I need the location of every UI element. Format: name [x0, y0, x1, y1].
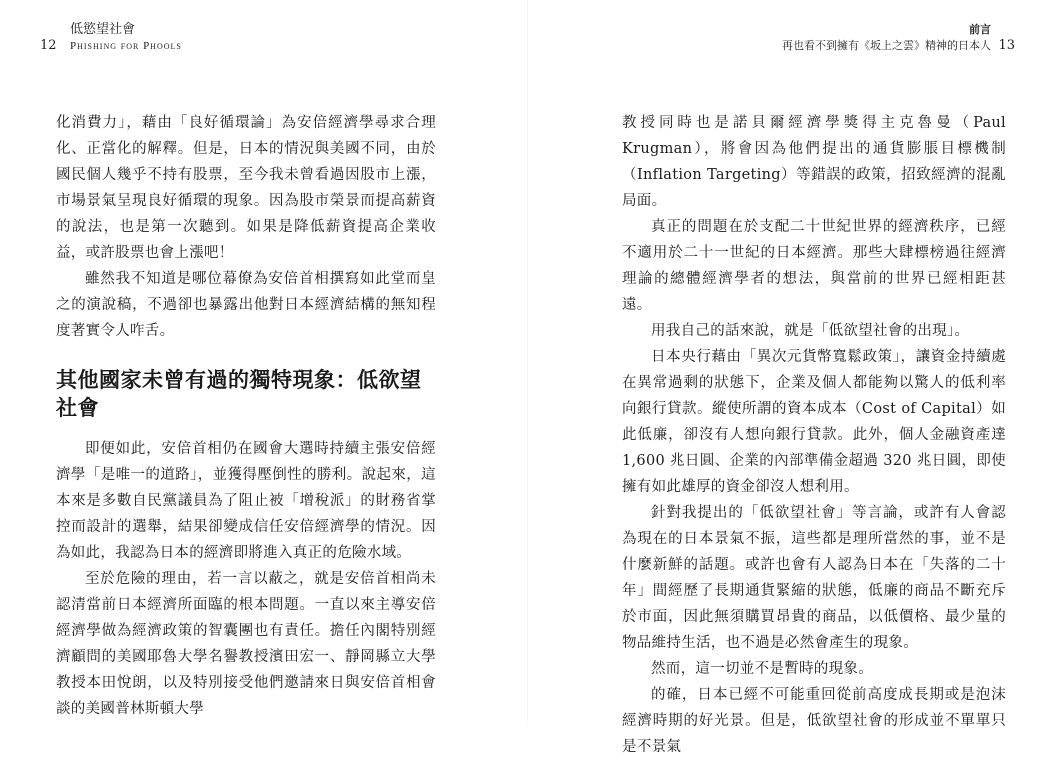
right-paragraph-4: 日本央行藉由「異次元貨幣寬鬆政策」，讓資金持續處在異常過剩的狀態下，企業及個人都能夠以驚人的低利率向銀行貸款。縱使所謂的資本成本（Cost of Capital）如此低廉，卻沒有人想向銀行貸款。此外，個人金融資產達 1,600 兆日圓、企業的內部準備金超過 320 兆日圓，即使擁有如此雄厚的資金卻沒人想利用。 — [622, 349, 1006, 495]
left-paragraph-1: 化消費力」，藉由「良好循環論」為安倍經濟學尋求合理化、正當化的解釋。但是，日本的情況與美國不同，由於國民個人幾乎不持有股票，至今我未曾看過因股市上漲，市場景氣呈現良好循環的現象。因為股市榮景而提高薪資的說法，也是第一次聽到。如果是降低薪資提高企業收益，或許股票也會上漲吧！ — [56, 115, 436, 261]
left-paragraph-2: 雖然我不知道是哪位幕僚為安倍首相撰寫如此堂而皇之的演說稿，不過卻也暴露出他對日本經濟結構的無知程度著實令人咋舌。 — [56, 271, 436, 339]
right-paragraph-1: 教授同時也是諾貝爾經濟學獎得主克魯曼（Paul Krugman），將會因為他們提出的通貨膨脹目標機制（Inflation Targeting）等錯誤的政策，招致經濟的混亂局面。 — [622, 115, 1006, 209]
chapter-label: 前言 — [969, 23, 991, 36]
right-page — [528, 0, 1055, 755]
left-page — [0, 0, 527, 721]
book-title-en: Phishing for Phools — [70, 40, 182, 52]
left-paragraph-3: 即便如此，安倍首相仍在國會大選時持續主張安倍經濟學「是唯一的道路」，並獲得壓倒性的勝利。說起來，這本來是多數自民黨議員為了阻止被「增稅派」的財務省掌控而設計的選舉，結果卻變成信任安倍經濟學的情況。因為如此，我認為日本的經濟即將進入真正的危險水域。 — [56, 441, 436, 561]
right-paragraph-7: 的確，日本已經不可能重回從前高度成長期或是泡沫經濟時期的好光景。但是，低欲望社會的形成並不單單只是不景氣 — [622, 687, 1006, 755]
right-paragraph-2: 真正的問題在於支配二十世紀世界的經濟秩序，已經不適用於二十一世紀的日本經濟。那些大肆標榜過往經濟理論的總體經濟學者的想法，與當前的世界已經相距甚遠。 — [622, 219, 1006, 313]
section-heading: 其他國家未曾有過的獨特現象：低欲望社會 — [56, 367, 422, 420]
right-page-body — [622, 110, 1006, 760]
right-paragraph-6: 然而，這一切並不是暫時的現象。 — [651, 661, 873, 677]
book-title-zh: 低慾望社會 — [70, 22, 136, 37]
right-page-number: 13 — [998, 38, 1015, 53]
right-paragraph-3: 用我自己的話來說，就是「低欲望社會的出現」。 — [651, 323, 970, 339]
chapter-subtitle: 再也看不到擁有《坂上之雲》精神的日本人 — [782, 39, 991, 52]
left-page-number: 12 — [40, 38, 57, 53]
left-paragraph-4: 至於危險的理由，若一言以蔽之，就是安倍首相尚未認清當前日本經濟所面臨的根本問題。一直以來主導安倍經濟學做為經濟政策的智囊團也有責任。擔任內閣特別經濟顧問的美國耶魯大學名譽教授濱田宏一、靜岡縣立大學教授本田悅朗，以及特別接受他們邀請來日與安倍首相會談的美國普林斯頓大學 — [56, 571, 436, 717]
right-paragraph-5: 針對我提出的「低欲望社會」等言論，或許有人會認為現在的日本景氣不振，這些都是理所當然的事，並不是什麼新鮮的話題。或許也會有人認為日本在「失落的二十年」間經歷了長期通貨緊縮的狀態，低廉的商品不斷充斥於市面，因此無須購買昂貴的商品，以低價格、最少量的物品維持生活，也不過是必然會產生的現象。 — [622, 505, 1006, 651]
left-page-body — [56, 110, 436, 722]
